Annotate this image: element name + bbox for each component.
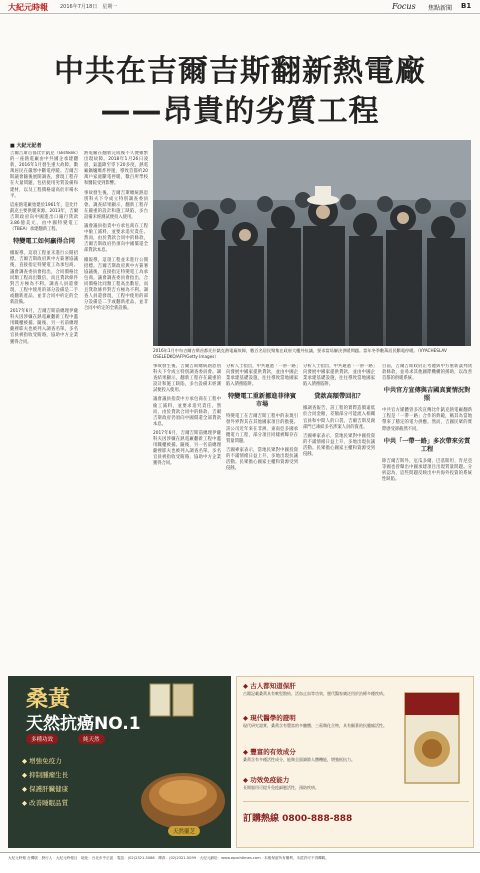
- page-footer: [0, 852, 480, 873]
- paragraph: 中共官方媒體曾多次宣傳比什凱克熱電廠翻新工程是「一帶一路」合作的典範，稱其為當地帶來了穩定的電力供應。然而，吉國民眾的實際感受卻截然不同。: [382, 408, 472, 432]
- paragraph: 特變電工在吉爾吉斯工程中的表現引發外界對其在其他國家項目的擔憂。該公司近年來在非洲、東南亞多國承攬電力工程，部分項目同樣被曝存在質量問題。: [226, 414, 298, 444]
- paragraph: 2017年6月，吉爾吉斯前總理伊薩科夫因涉嫌在熱電廠翻新工程中濫用職權被捕。隨後，另一名前總理薩裡耶夫也被列入調查名單。多名官員被指收受賄賂，協助中方企業獲得合同。: [153, 430, 221, 467]
- paragraph: 目前，吉爾吉斯政府正考慮與中方重新談判貸款條款，並尋求其他國際機構的援助，以改善首都的供暖系統。: [382, 364, 472, 382]
- paragraph: 分析人士指出，中共通過「一帶一路」向發展中國家提供貸款，並由中國企業承建基礎設施，往往導致當地國家陷入債務陷阱。: [226, 364, 298, 388]
- ad-product-title: 桑黃: [26, 686, 71, 712]
- paragraph: 吉國專家表示，當地民眾對中國投資的不滿情緒日益上升，多地出現抗議活動。民眾擔心國家主權和資源受到侵蝕。: [303, 433, 375, 458]
- column-subhead: 特變電工如何贏得合同: [13, 238, 75, 246]
- ad-feature-item: ◆ 抑制腫瘤生長: [22, 771, 69, 779]
- article-column-4: [226, 364, 298, 672]
- page-header: [0, 0, 480, 14]
- ad-badge-1: 多種功效: [26, 734, 58, 744]
- column-subhead: 中共「一帶一路」多次帶來劣質工程: [383, 437, 471, 453]
- headline-line1: 中共在吉爾吉斯翻新熱電廠: [54, 54, 426, 89]
- ad-section-heading: ◆ 現代醫學的證明: [243, 714, 296, 722]
- column-subhead: 中共官方宣傳與吉國真實情況對照: [383, 387, 471, 403]
- article-column-3: [153, 364, 221, 672]
- news-photo: [153, 140, 471, 346]
- paragraph: 事故發生後，吉爾吉斯總統熱恩別科夫下令成立特別調查委員會。調查結果顯示，翻新工程存在嚴重的設計和施工缺陷，多台設備未經測試便投入使用。: [153, 364, 221, 394]
- article-byline: ■ 大紀元記者: [10, 143, 42, 149]
- paragraph: 吉國專家表示，當地民眾對中國投資的不滿情緒日益上升，多地出現抗議活動。民眾擔心國家主權和資源受到侵蝕。: [226, 447, 298, 472]
- paragraph: 據調查報告，該工程的實際造價遠低於合同金額，差額部分可能流入相關官員和中間人的口袋。吉爾吉斯反腐部門已凍結多名涉案人員的資產。: [303, 406, 375, 430]
- paragraph: 這座熱電廠始建於1961年，是比什凱克主要供暖來源。2013年，吉爾吉斯政府向中國進出口銀行貸款3.86億美元，由中國特變電工（TBEA）承建翻新工程。: [10, 202, 78, 233]
- ad-badge-2: 純天然: [78, 734, 105, 744]
- product-box-icon: [148, 682, 196, 718]
- advertisement-right[interactable]: [236, 676, 474, 848]
- column-subhead: 貸款高額帶回扣？: [314, 393, 364, 401]
- paragraph: 議會議員指責中方承包商在工程中偷工減料，並要求追究責任。然而，由於貸款合同中的條款，吉爾吉斯政府仍須向中國償還全部貸款本息。: [153, 397, 221, 427]
- section-focus: Focus: [392, 2, 416, 11]
- masthead-logo: 大紀元時報: [8, 2, 48, 12]
- page-number: B1: [461, 2, 472, 10]
- ad-section-text: 古籍記載桑黃具有軟堅散結、活血止血等功效，歷代醫家廣泛用於治療多種疾病。: [243, 691, 387, 696]
- ad-section-heading: ◆ 功效免疫能力: [243, 776, 290, 784]
- headline-line2: ——昂貴的劣質工程: [100, 94, 380, 129]
- ad-feature-item: ◆ 改善睡眠品質: [22, 799, 69, 807]
- ad-corner-badge: 天然靈芝: [168, 826, 200, 836]
- ad-hotline[interactable]: 訂購熱線 0800-888-888: [243, 814, 353, 824]
- ad-product-subtitle: 天然抗癌NO.1: [26, 714, 141, 734]
- protest-crowd-image: [153, 140, 471, 346]
- product-package-image: [397, 683, 467, 793]
- ad-section-heading: ◆ 豐富的有效成分: [243, 748, 296, 756]
- ad-feature-item: ◆ 保護肝臟健康: [22, 785, 69, 793]
- paragraph: 除吉爾吉斯外，厄瓜多爾、巴基斯坦、肯尼亞等國也曾曝出中國承建項目出現質量問題。分析認為，這些問題反映出中共海外投資的系統性缺陷。: [382, 458, 472, 482]
- paragraph: 分析人士指出，中共通過「一帶一路」向發展中國家提供貸款，並由中國企業承建基礎設施，往往導致當地國家陷入債務陷阱。: [303, 364, 375, 388]
- column-subhead: 特變電工重新挪進菲律賓市場: [227, 393, 297, 409]
- article-column-1: [10, 151, 78, 671]
- divider: [243, 801, 469, 802]
- footer-text: 大紀元時報 台灣版 發行人：大紀元時報社 地址：台北市中正區 電話：(02)2321-5088 傳真：(02)2321-5099 大紀元網址：www.epochtimes.com 本報保留所有權利，未經許可不得轉載。: [8, 856, 329, 860]
- article-column-2: [84, 151, 148, 671]
- ad-section-text: 桑黃含有多種活性成分，能夠全面調節人體機能，增強抵抗力。: [243, 757, 355, 762]
- photo-caption: 2016年1月中旬吉爾吉斯首都比什凱克熱電廠故障，數百名居民聚集在政府大樓外抗議，要求當局解決供暖問題。當年冬季數萬居民斷電停暖。（VYACHESLAV OSELEDKO/AFP/Getty Images）: [153, 348, 447, 359]
- ad-feature-item: ◆ 增強免疫力: [22, 757, 62, 765]
- paragraph: 事故發生後，吉爾吉斯總統熱恩別科夫下令成立特別調查委員會。調查結果顯示，翻新工程存在嚴重的設計和施工缺陷，多台設備未經測試便投入使用。: [84, 190, 148, 220]
- section-name: 焦點新聞: [428, 5, 453, 12]
- paragraph: 據報導，這項工程並未進行公開招標。吉爾吉斯政府與中方簽署協議後，直接指定特變電工為承包商。議會調查委員會指出，合同價格比同類工程高出數倍，而且貸款條件對吉方極為不利。調查人員還發現，工程中使用的部分設備是二手或翻新產品，並非合同中約定的全新設備。: [84, 257, 148, 312]
- issue-date: 2016年7月18日 星期一: [60, 4, 118, 10]
- paragraph: 2017年6月，吉爾吉斯前總理伊薩科夫因涉嫌在熱電廠翻新工程中濫用職權被捕。隨後，另一名前總理薩裡耶夫也被列入調查名單。多名官員被指收受賄賂，協助中方企業獲得合同。: [10, 309, 78, 345]
- article-column-5: [303, 364, 375, 672]
- paragraph: 據報導，這項工程並未進行公開招標。吉爾吉斯政府與中方簽署協議後，直接指定特變電工為承包商。議會調查委員會指出，合同價格比同類工程高出數倍，而且貸款條件對吉方極為不利。調查人員還發現，工程中使用的部分設備是二手或翻新產品，並非合同中約定的全新設備。: [10, 251, 78, 305]
- ad-section-heading: ◆ 古人都知道保肝: [243, 682, 296, 690]
- article-column-6: [382, 364, 472, 672]
- advertisement-left[interactable]: [8, 676, 231, 848]
- paragraph: 吉爾吉斯首都比什凱克（Bishkek）的一座熱電廠由中共國企承建翻新，2016年1月發生重大故障，數萬居民在嚴寒中斷電停暖。吉爾吉斯議會隨後展開調查，發現工程存在大量問題，包括使用劣質設備和建材，以及工程價格遠高於市場水平。: [10, 151, 78, 199]
- paragraph: 熱電廠在翻新完成後不久便頻繁出現故障。2018年1月26日凌晨，氣溫降至零下20多度，熱電廠鍋爐爆炸停運，導致首都約20萬戶家庭斷電停暖，數百所學校和醫院受到影響。: [84, 151, 148, 187]
- paragraph: 議會議員指責中方承包商在工程中偷工減料，並要求追究責任。然而，由於貸款合同中的條款，吉爾吉斯政府仍須向中國償還全部貸款本息。: [84, 224, 148, 254]
- ad-section-text: 長期服用可提升免疫細胞活性，預防疾病。: [243, 785, 319, 790]
- ad-section-text: 現代研究證實，桑黃含有豐富的多醣體、三萜類化合物，具有顯著的抗腫瘤活性。: [243, 723, 387, 728]
